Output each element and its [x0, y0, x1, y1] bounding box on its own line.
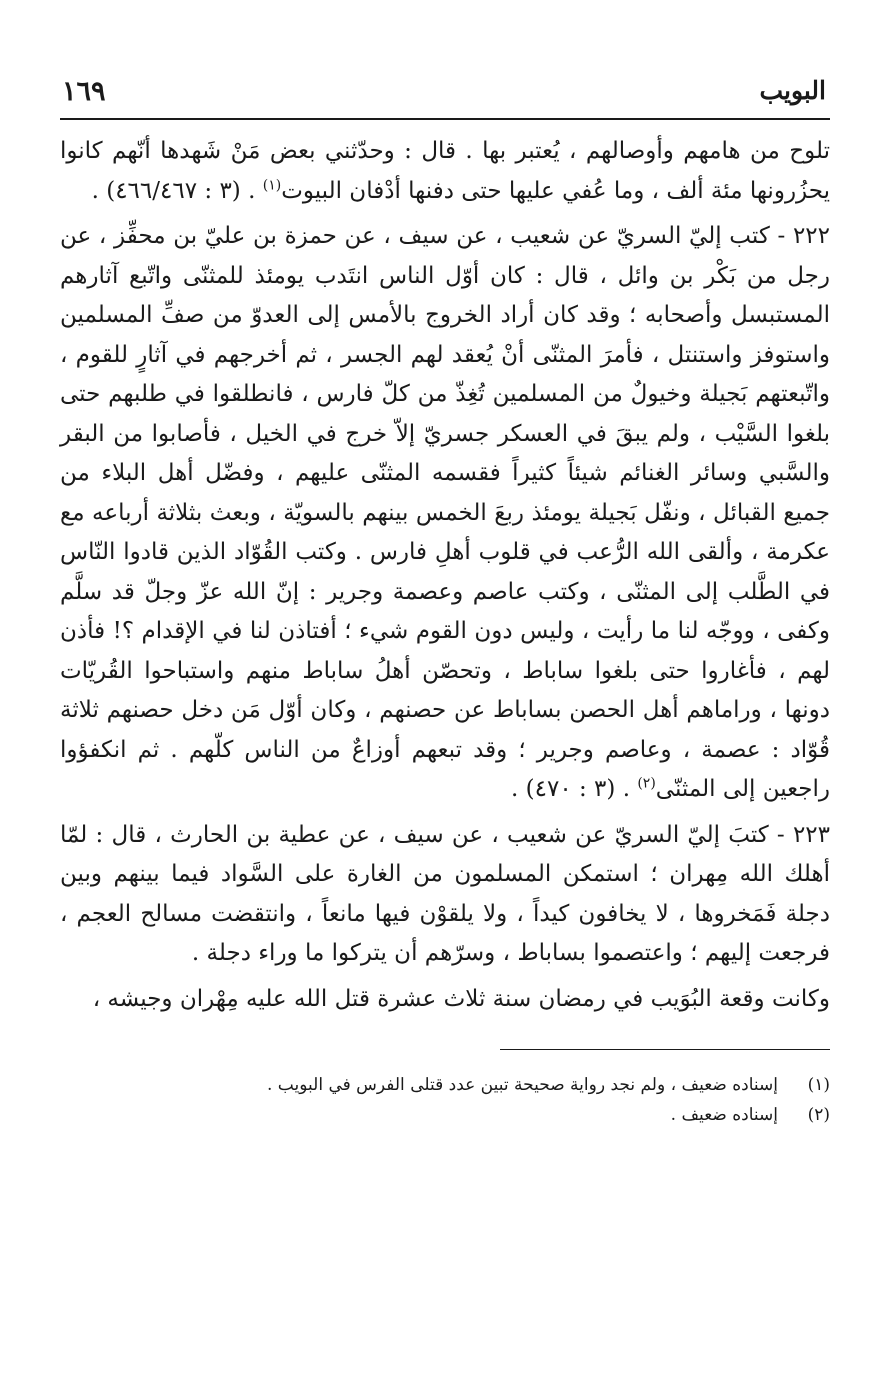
footnotes-divider	[500, 1049, 830, 1050]
footnote-text: إسناده ضعيف ، ولم نجد رواية صحيحة تبين عدد قتلى الفرس في البويب .	[267, 1075, 778, 1095]
footnotes	[60, 1070, 830, 1130]
paragraph-continuation	[60, 132, 830, 211]
footnote-text: إسناده ضعيف .	[670, 1105, 778, 1125]
footnote-marker: (٢)	[637, 775, 656, 792]
running-title: البويب	[759, 76, 826, 105]
paragraph-buwayb	[60, 980, 830, 1020]
paragraph-text: تلوح من هامهم وأوصالهم ، يُعتبر بها . قال : وحدّثني بعض مَنْ شَهدها أنّهم كانوا يحزُرونها مئة ألف ، وما عُفي عليها حتى دفنها أدْفان البيوت	[60, 138, 830, 204]
footnote-number: (٢)	[807, 1105, 830, 1125]
main-text	[60, 132, 830, 1019]
page-number: ١٦٩	[62, 76, 106, 107]
paragraph-text: وكانت وقعة البُوَيب في رمضان سنة ثلاث عشرة قتل الله عليه مِهْران وجيشه ،	[92, 985, 830, 1012]
page-header	[60, 70, 830, 120]
paragraph-text: ٢٢٢ - كتب إليّ السريّ عن شعيب ، عن سيف ، عن حمزة بن عليّ بن محفِّز ، عن رجل من بَكْر بن وائل ، قال : كان أوّل الناس انتَدب يومئذ للمثنّى واتّبع آثارهم المستبسل وأصحابه ؛ وقد كان أراد الخروج بالأمس إلى العدوّ من صفِّ المسلمين واستوفز واستنتل ، فأمرَ المثنّى أنْ يُعقد لهم الجسر ، ثم أخرجهم في آثارٍ للقوم ، واتّبعتهم بَجيلة وخيولٌ من المسلمين تُغِذّ من كلّ فارس ، فانطلقوا في طلبهم حتى بلغوا السَّيْب ، ولم يبقَ في العسكر جسريّ إلاّ خرج في الخيل ، فأصابوا من البقر والسَّبي وسائر الغنائم شيئاً كثيراً فقسمه المثنّى عليهم ، وفضّل أهل البلاء من جميع القبائل ، ونفّل بَجيلة يومئذ ربعَ الخمس بينهم بالسويّة ، وبعث بثلاثة أرباعه مع عكرمة ، وألقى الله الرُّعب في قلوب أهلِ فارس . وكتب القُوّاد الذين قادوا النّاس في الطَّلب إلى المثنّى ، وكتب عاصم وعصمة وجرير : إنّ الله عزّ وجلّ قد سلَّم وكفى ، ووجّه لنا ما رأيت ، وليس دون القوم شيء ؛ أفتاذن لنا في الإقدام ؟! فأذن لهم ، فأغاروا حتى بلغوا ساباط ، وتحصّن أهلُ ساباط منهم واستباحوا القُريّات دونها ، وراماهم أهل الحصن بساباط عن حصنهم ، وكان أوّل مَن دخل حصنهم ثلاثة قُوّاد : عصمة ، وعاصم وجرير ؛ وقد تبعهم أوزاعٌ من الناس كلّهم . ثم انكفؤوا راجعين إلى المثنّى	[60, 223, 830, 802]
source-reference: . (٣ : ٤٧٠) .	[511, 776, 631, 802]
paragraph-223	[60, 816, 830, 974]
paragraph-text: ٢٢٣ - كتبَ إليّ السريّ عن شعيب ، عن سيف ، عن عطية بن الحارث ، قال : لمّا أهلك الله مِهران ؛ استمكن المسلمون من الغارة على السَّواد فيما بينهم وبين دجلة فَمَخروها ، لا يخافون كيداً ، ولا يلقوْن فيها مانعاً ، وانتقضت مسالح العجم ، فرجعت إليهم ؛ واعتصموا بساباط ، وسرّهم أن يتركوا ما وراء دجلة .	[60, 821, 830, 966]
footnote-item	[60, 1100, 830, 1130]
book-page	[60, 70, 830, 1130]
paragraph-222	[60, 217, 830, 810]
footnote-item	[60, 1070, 830, 1100]
footnote-marker: (١)	[262, 176, 282, 193]
footnote-number: (١)	[807, 1075, 830, 1095]
source-reference: . (٣ : ٤٦٦/٤٦٧) .	[91, 177, 256, 204]
